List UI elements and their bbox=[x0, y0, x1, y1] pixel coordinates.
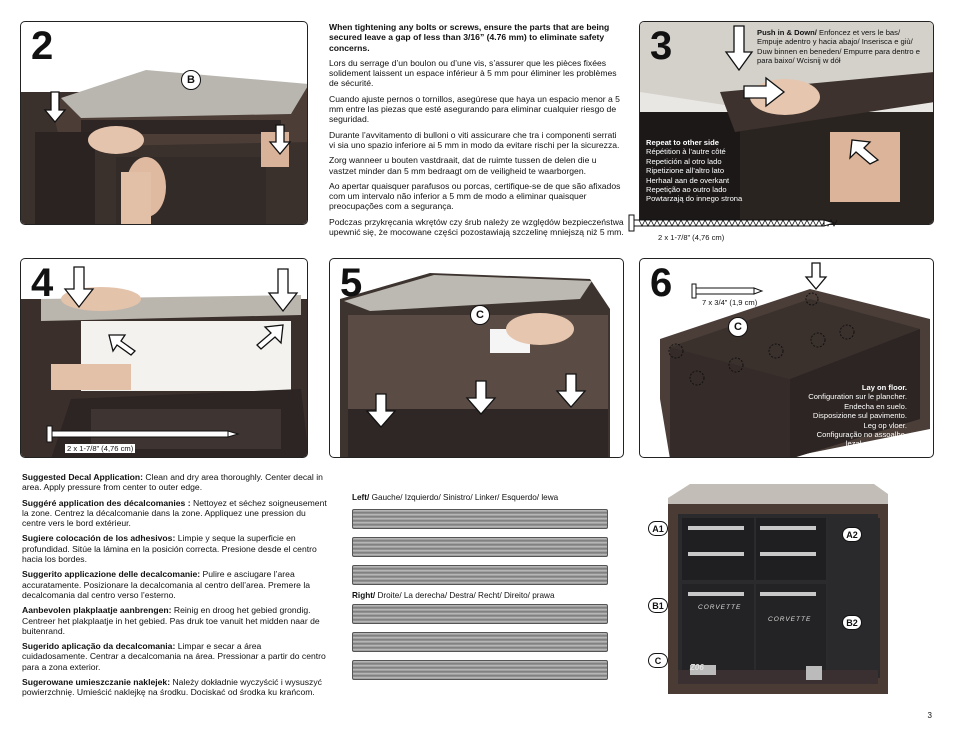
repeat-line: Repetição ao outro lado bbox=[646, 185, 727, 195]
part-label-a1: A1 bbox=[648, 521, 668, 536]
page-number: 3 bbox=[927, 711, 932, 720]
repeat-line: Repetición al otro lado bbox=[646, 156, 722, 166]
repeat-caption bbox=[646, 138, 742, 204]
repeat-line: Ripetizione all’altro lato bbox=[646, 166, 725, 176]
part-label-b: B bbox=[181, 70, 201, 90]
part-label-b1: B1 bbox=[648, 598, 668, 613]
right-decals-heading: Right/ Droite/ La derecha/ Destra/ Recht/ Direito/ prawa bbox=[352, 591, 555, 600]
safety-fr: Lors du serrage d’un boulon ou d’une vis, s’assurer que les pièces fixées solidement laissent un espace inférieur à 5 mm pour éliminer les problèmes de sécurité. bbox=[329, 57, 617, 89]
step-3-screw-size: 2 x 1-7/8” (4,76 cm) bbox=[658, 233, 725, 242]
long-screw-icon bbox=[45, 425, 241, 443]
repeat-line: Powtarzają do innego strona bbox=[646, 194, 743, 204]
left-decals-heading: Left/ Gauche/ Izquierdo/ Sinistro/ Linker/ Esquerdo/ lewa bbox=[352, 493, 559, 502]
decal-instruction-pl: Sugerowane umieszczanie naklejek: Należy dokładnie wyczyścić i wysuszyć powierzchnię. Umieścić naklejkę na środku. Dociskać od środka ku krańcom. bbox=[22, 677, 322, 698]
repeat-line: Répétition à l’autre côté bbox=[646, 147, 726, 157]
product-brand-text: CORVETTE bbox=[768, 616, 812, 623]
step-4-panel bbox=[20, 258, 308, 458]
part-label-a2: A2 bbox=[842, 527, 862, 542]
lay-line: Configuração no assoalho. bbox=[816, 430, 907, 440]
product-badge: Z06 bbox=[690, 663, 704, 672]
repeat-title: Repeat to other side bbox=[646, 138, 719, 147]
long-screw-icon bbox=[627, 213, 837, 233]
right-decal-strip bbox=[352, 604, 608, 624]
decal-instruction-it: Suggerito applicazione delle decalcomanie: Pulire e asciugare l’area accuratamente. Posizionare la decalcomania al centro dell’area. Premere la decalcomania dal centro verso l’esterno. bbox=[22, 569, 311, 600]
lay-line: lezał na podłodze. bbox=[845, 439, 907, 449]
decal-instruction-fr: Suggéré application des décalcomanies : Nettoyez et séchez soigneusement la zone. Centrez la décalcomanie dans la zone. Appliquez une pression du centre vers le bord extérieur. bbox=[22, 497, 327, 529]
decal-instruction-es: Sugiere colocación de los adhesivos: Limpie y seque la superficie en profundidad. Sitúe la lámina en la posición correcta. Presione desde el centro hacia los bordes. bbox=[22, 533, 317, 565]
step-number: 5 bbox=[340, 261, 363, 305]
lay-line: Leg op vloer. bbox=[863, 420, 907, 430]
part-label-b2: B2 bbox=[842, 615, 862, 630]
decal-instruction-en: Suggested Decal Application: Clean and dry area thoroughly. Center decal in area. Apply pressure from center to outer edge. bbox=[22, 472, 323, 493]
repeat-line: Herhaal aan de overkant bbox=[646, 175, 730, 185]
step-6-panel bbox=[639, 258, 934, 458]
lay-line: Disposizione sul pavimento. bbox=[812, 411, 907, 421]
safety-pt: Ao apertar quaisquer parafusos ou porcas, certifique-se de que são afixados com um intervalo não inferior a 5 mm de modo a eliminar quaisquer preocupações com a segurança. bbox=[329, 180, 621, 212]
lay-on-floor-caption bbox=[808, 383, 907, 449]
safety-es: Cuando ajuste pernos o tornillos, asegúrese que haya un espacio menor a 5 mm entre las piezas que esté asegurando para eliminar cualquier riesgo de seguridad. bbox=[329, 93, 620, 125]
decal-instruction-nl: Aanbevolen plakplaatje aanbrengen: Reinig en droog het gebied grondig. Centreer het plakplaatje in het gebied. Pas druk toe vanuit het midden naar de buitenrand. bbox=[22, 605, 320, 636]
safety-it: Durante l’avvitamento di bulloni o viti assicurare che tra i componenti serrati vi sia uno spazio inferiore ai 5 mm in modo da evitare rischi per la sicurezza. bbox=[329, 129, 620, 150]
push-caption: Push in & Down/ Enfoncez et vers le bas/ Empuje adentro y hacia abajo/ Inserisca e giù/ Duw binnen en beneden/ Empurre para dentro e para baixo/ Wcisnij w dół bbox=[757, 28, 920, 66]
part-label-c: C bbox=[470, 305, 490, 325]
decal-instructions bbox=[22, 472, 327, 703]
step-number: 2 bbox=[31, 24, 54, 68]
product-brand-text: CORVETTE bbox=[698, 604, 742, 611]
right-decal-strip bbox=[352, 632, 608, 652]
lay-line: Configuration sur le plancher. bbox=[808, 392, 907, 402]
part-label-c: C bbox=[728, 317, 748, 337]
step-5-panel bbox=[329, 258, 624, 458]
safety-text-block bbox=[329, 22, 624, 242]
step-6-screw-size: 7 x 3/4” (1,9 cm) bbox=[702, 298, 758, 307]
safety-nl: Zorg wanneer u bouten vastdraait, dat de ruimte tussen de delen die u vastzet minder dan 5 mm bedraagt om de veiligheid te waarborgen. bbox=[329, 155, 597, 176]
right-decal-strip bbox=[352, 660, 608, 680]
left-decal-strip bbox=[352, 565, 608, 585]
part-label-c: C bbox=[648, 653, 668, 668]
step-number: 6 bbox=[650, 261, 673, 305]
step-number: 4 bbox=[31, 261, 54, 305]
left-decal-strip bbox=[352, 509, 608, 529]
step-5-photo bbox=[330, 259, 624, 458]
decal-instruction-pt: Sugerido aplicação da decalcomania: Limpar e secar a área cuidadosamente. Centrar a decalcomania na área. Pressionar a partir do centro para a zona exterior. bbox=[22, 641, 326, 672]
lay-title: Lay on floor. bbox=[861, 383, 907, 392]
step-3-panel bbox=[639, 21, 934, 225]
step-4-screw-size: 2 x 1-7/8” (4,76 cm) bbox=[67, 444, 134, 453]
safety-heading: When tightening any bolts or screws, ensure the parts that are being secured leave a gap of less than 3/16” (4.76 mm) to eliminate safety concerns. bbox=[329, 22, 610, 53]
step-2-panel bbox=[20, 21, 308, 225]
left-decal-strip bbox=[352, 537, 608, 557]
lay-line: Endecha en suelo. bbox=[844, 401, 907, 411]
safety-pl: Podczas przykręcania wkrętów czy śrub należy ze względów bezpieczeństwa upewnić się, że mocowane części pozostawiają szczelinę mniejszą niż 5 mm. bbox=[329, 216, 624, 238]
step-number: 3 bbox=[650, 24, 673, 68]
step-2-photo bbox=[21, 22, 308, 225]
